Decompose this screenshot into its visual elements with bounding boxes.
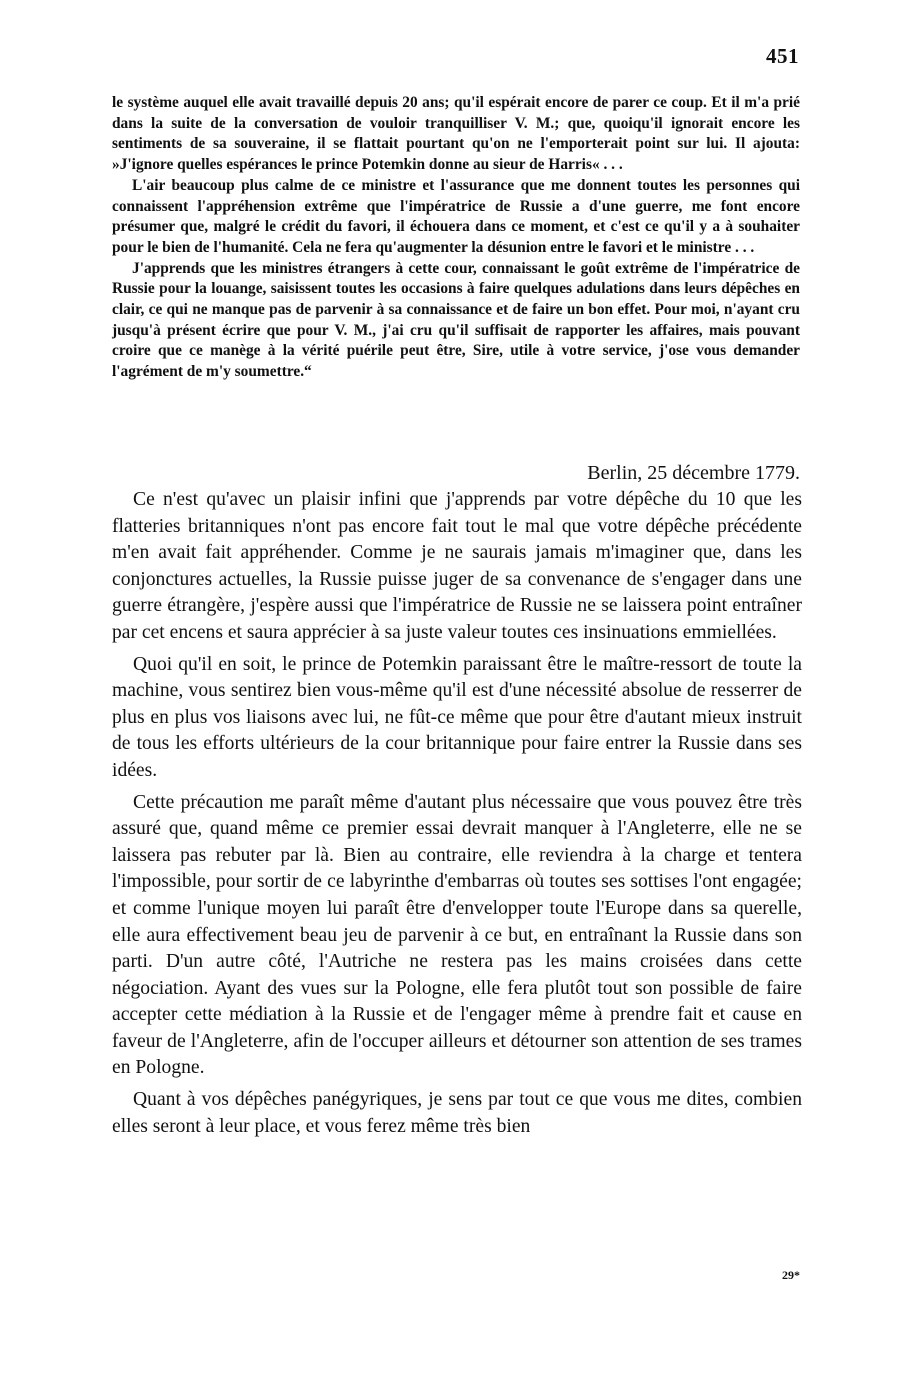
quote-paragraph: le système auquel elle avait travaillé depuis 20 ans; qu'il espérait encore de parer ce coup. Et il m'a prié dans la suite de la conversation de vouloir tranquilliser V. M.; que, quoiqu'il ignorait encore les sentiments de sa souveraine, il se flattait pourtant qu'on ne l'emporterait point sur lui. Il ajouta: »J'ignore quelles espérances le prince Potemkin donne au sieur de Harris« . . . bbox=[112, 94, 800, 174]
letter-paragraph: Ce n'est qu'avec un plaisir infini que j'apprends par votre dépêche du 10 que les flatteries britanniques n'ont pas encore fait tout le mal que votre dépêche précédente m'en avait fait appréhender. Comme je ne saurais jamais m'imaginer que, dans les conjonctures actuelles, la Russie puisse juger de sa convenance de s'engager dans une guerre étrangère, j'espère aussi que l'impératrice de Russie ne se laissera point entraîner par cet encens et saura apprécier à sa juste valeur toutes ces insinuations emmiellées. bbox=[112, 489, 802, 643]
letter-paragraph: Cette précaution me paraît même d'autant plus nécessaire que vous pouvez être très assuré que, quand même ce premier essai devrait manquer à l'Angleterre, elle ne se laissera pas rebuter par là. Bien au contraire, elle reviendra à la charge et tentera l'impossible, pour sortir de ce labyrinthe d'embarras où toutes ses sottises l'ont engagée; et comme l'unique moyen lui paraît être d'envelopper toute l'Europe dans sa querelle, elle aura effectivement beau jeu de parvenir à ce but, en entraînant la Russie dans son parti. D'un autre côté, l'Autriche ne restera pas les mains croisées dans cette négociation. Ayant des vues sur la Pologne, elle fera plutôt tout son possible de faire accepter cette médiation à la Russie et de l'engager même à prendre fait et cause en faveur de l'Angleterre, afin de l'occuper ailleurs et détourner son attention de ses trames en Pologne. bbox=[112, 791, 802, 1079]
quote-paragraph: J'apprends que les ministres étrangers à cette cour, connaissant le goût extrême de l'impératrice de Russie pour la louange, saisissent toutes les occasions à faire quelques adulations dans leurs dépêches en clair, ce qui ne manque pas de parvenir à sa connaissance et de faire un bon effet. Pour moi, n'ayant cru jusqu'à présent écrire que pour V. M., j'ai cru qu'il suffisait de rapporter les affaires, mais pouvant croire que ce manège à la vérité puérile peut être, Sire, utile à votre service, j'ose vous demander l'agrément de m'y soumettre.“ bbox=[112, 259, 800, 381]
quoted-dispatch bbox=[112, 93, 800, 383]
quote-paragraph: L'air beaucoup plus calme de ce ministre et l'assurance que me donnent toutes les personnes qui connaissent l'appréhension extrême que l'impératrice de Russie a d'une guerre, me font encore présumer que, malgré le crédit du favori, il échouera dans ce moment, et c'est ce qu'il y a à souhaiter pour le bien de l'humanité. Cela ne fera qu'augmenter la désunion entre le favori et le ministre . . . bbox=[112, 176, 800, 256]
letter-paragraph: Quant à vos dépêches panégyriques, je sens par tout ce que vous me dites, combien elles seront à leur place, et vous ferez même très bien bbox=[112, 1089, 802, 1137]
letter-body bbox=[112, 487, 802, 1145]
page-number: 451 bbox=[766, 44, 799, 68]
letter-paragraph: Quoi qu'il en soit, le prince de Potemkin paraissant être le maître-ressort de toute la machine, vous sentirez bien vous-même qu'il est d'une nécessité absolue de resserrer de plus en plus vos liaisons avec lui, ne fût-ce même que pour être d'autant mieux instruit de tous les efforts ultérieurs de la cour britannique pour faire entrer la Russie dans ses idées. bbox=[112, 653, 802, 781]
printer-signature-mark: 29* bbox=[782, 1268, 800, 1282]
letter-dateline: Berlin, 25 décembre 1779. bbox=[587, 462, 800, 484]
